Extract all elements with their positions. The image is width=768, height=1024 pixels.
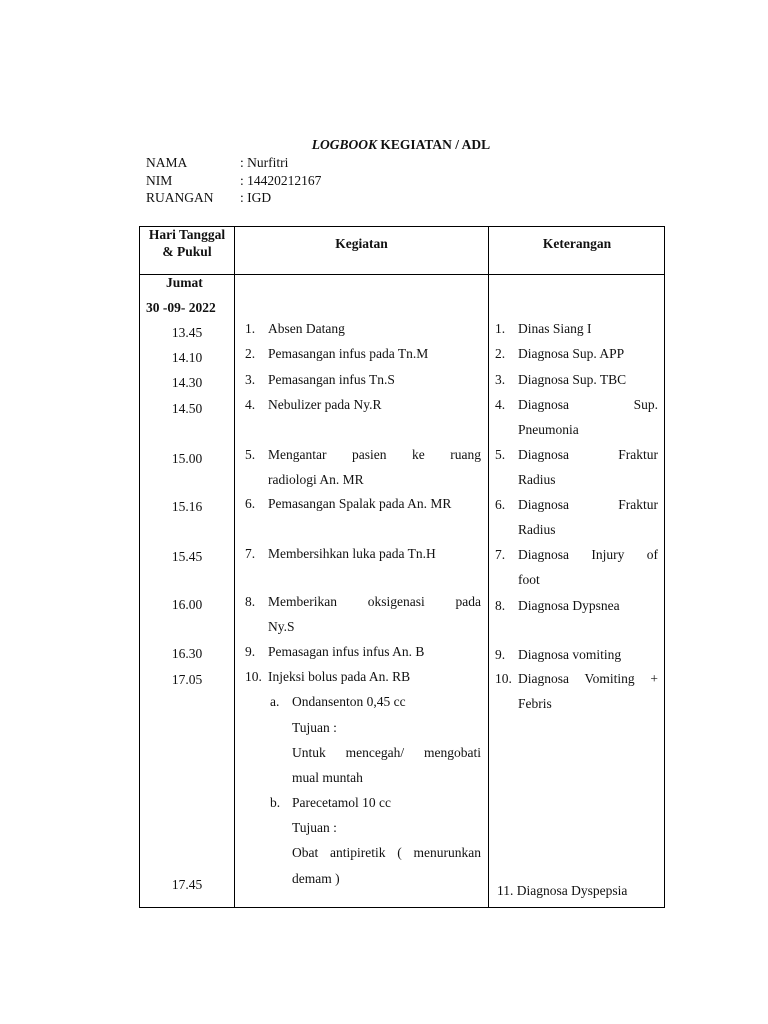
header-hari-tanggal: Hari Tanggal & Pukul — [148, 227, 226, 259]
date-label: 30 -09- 2022 — [146, 300, 216, 315]
time-cell: 16.00 — [171, 597, 203, 612]
keterangan-text: Febris — [518, 696, 552, 711]
keterangan-text: Pneumonia — [518, 422, 579, 437]
item-number: 9. — [495, 647, 506, 662]
kegiatan-text: Mengantar pasien ke ruang — [268, 447, 481, 462]
kegiatan-text: Pemasangan infus Tn.S — [268, 372, 395, 387]
info-value: : IGD — [240, 190, 272, 205]
time-cell: 14.10 — [171, 350, 203, 365]
keterangan-text: Diagnosa Fraktur — [518, 447, 658, 462]
header-kegiatan: Kegiatan — [335, 236, 388, 251]
keterangan-text: Radius — [518, 472, 556, 487]
keterangan-text: Diagnosa vomiting — [518, 647, 622, 662]
item-number: 4. — [245, 397, 256, 412]
item-number: 1. — [495, 321, 506, 336]
item-number: 1. — [245, 321, 256, 336]
time-cell: 14.50 — [171, 401, 203, 416]
document-title: LOGBOOK KEGIATAN / ADL — [311, 137, 491, 152]
kegiatan-text: Absen Datang — [268, 321, 345, 336]
keterangan-text: Diagnosa Injury of — [518, 547, 658, 562]
item-number: 5. — [245, 447, 256, 462]
info-label: RUANGAN — [146, 190, 214, 205]
time-cell: 15.00 — [171, 451, 203, 466]
item-number: 7. — [245, 546, 256, 561]
time-cell: 15.45 — [171, 549, 203, 564]
time-cell: 16.30 — [171, 646, 203, 661]
sub-item-desc: demam ) — [292, 871, 340, 886]
item-number: 4. — [495, 397, 506, 412]
keterangan-text: foot — [518, 572, 540, 587]
kegiatan-text: Pemasangan infus pada Tn.M — [268, 346, 429, 361]
kegiatan-text: Membersihkan luka pada Tn.H — [268, 546, 436, 561]
keterangan-text: Diagnosa Dypsnea — [518, 598, 620, 613]
item-number: 5. — [495, 447, 506, 462]
item-number: 10. — [245, 669, 262, 684]
item-number: 3. — [495, 372, 506, 387]
sub-item-tujuan: Tujuan : — [292, 820, 337, 835]
day-label: Jumat — [166, 275, 203, 290]
time-cell: 13.45 — [171, 325, 203, 340]
kegiatan-text: Nebulizer pada Ny.R — [268, 397, 382, 412]
sub-item-tujuan: Tujuan : — [292, 720, 337, 735]
keterangan-text: Diagnosa Vomiting + — [518, 671, 658, 686]
keterangan-text: Diagnosa Sup. — [518, 397, 658, 412]
kegiatan-text: Injeksi bolus pada An. RB — [268, 669, 411, 684]
info-value: : Nurfitri — [240, 155, 289, 170]
item-number: 10. — [495, 671, 512, 686]
keterangan-text: 11. Diagnosa Dyspepsia — [497, 883, 628, 898]
item-number: 9. — [245, 644, 256, 659]
time-cell: 14.30 — [171, 375, 203, 390]
sub-item-desc: Obat antipiretik ( menurunkan — [292, 845, 481, 860]
item-number: 3. — [245, 372, 256, 387]
item-number: 6. — [245, 496, 256, 511]
item-number: 8. — [495, 598, 506, 613]
sub-item-marker: b. — [270, 795, 281, 810]
sub-item-desc: Untuk mencegah/ mengobati — [292, 745, 481, 760]
sub-item-name: Parecetamol 10 cc — [292, 795, 391, 810]
info-label: NIM — [146, 173, 173, 188]
column-divider — [234, 226, 235, 908]
time-cell: 17.05 — [171, 672, 203, 687]
keterangan-text: Diagnosa Sup. TBC — [518, 372, 627, 387]
kegiatan-text: radiologi An. MR — [268, 472, 364, 487]
time-cell: 17.45 — [171, 877, 203, 892]
item-number: 8. — [245, 594, 256, 609]
info-value: : 14420212167 — [240, 173, 322, 188]
kegiatan-text: Pemasangan Spalak pada An. MR — [268, 496, 452, 511]
header-divider — [139, 274, 665, 275]
info-label: NAMA — [146, 155, 188, 170]
sub-item-desc: mual muntah — [292, 770, 363, 785]
keterangan-text: Diagnosa Fraktur — [518, 497, 658, 512]
keterangan-text: Diagnosa Sup. APP — [518, 346, 625, 361]
item-number: 2. — [245, 346, 256, 361]
item-number: 2. — [495, 346, 506, 361]
sub-item-name: Ondansenton 0,45 cc — [292, 694, 406, 709]
kegiatan-text: Memberikan oksigenasi pada — [268, 594, 481, 609]
time-cell: 15.16 — [171, 499, 203, 514]
keterangan-text: Radius — [518, 522, 556, 537]
keterangan-text: Dinas Siang I — [518, 321, 592, 336]
column-divider — [488, 226, 489, 908]
kegiatan-text: Pemasagan infus infus An. B — [268, 644, 425, 659]
sub-item-marker: a. — [270, 694, 280, 709]
header-keterangan: Keterangan — [542, 236, 612, 251]
item-number: 6. — [495, 497, 506, 512]
kegiatan-text: Ny.S — [268, 619, 295, 634]
item-number: 7. — [495, 547, 506, 562]
